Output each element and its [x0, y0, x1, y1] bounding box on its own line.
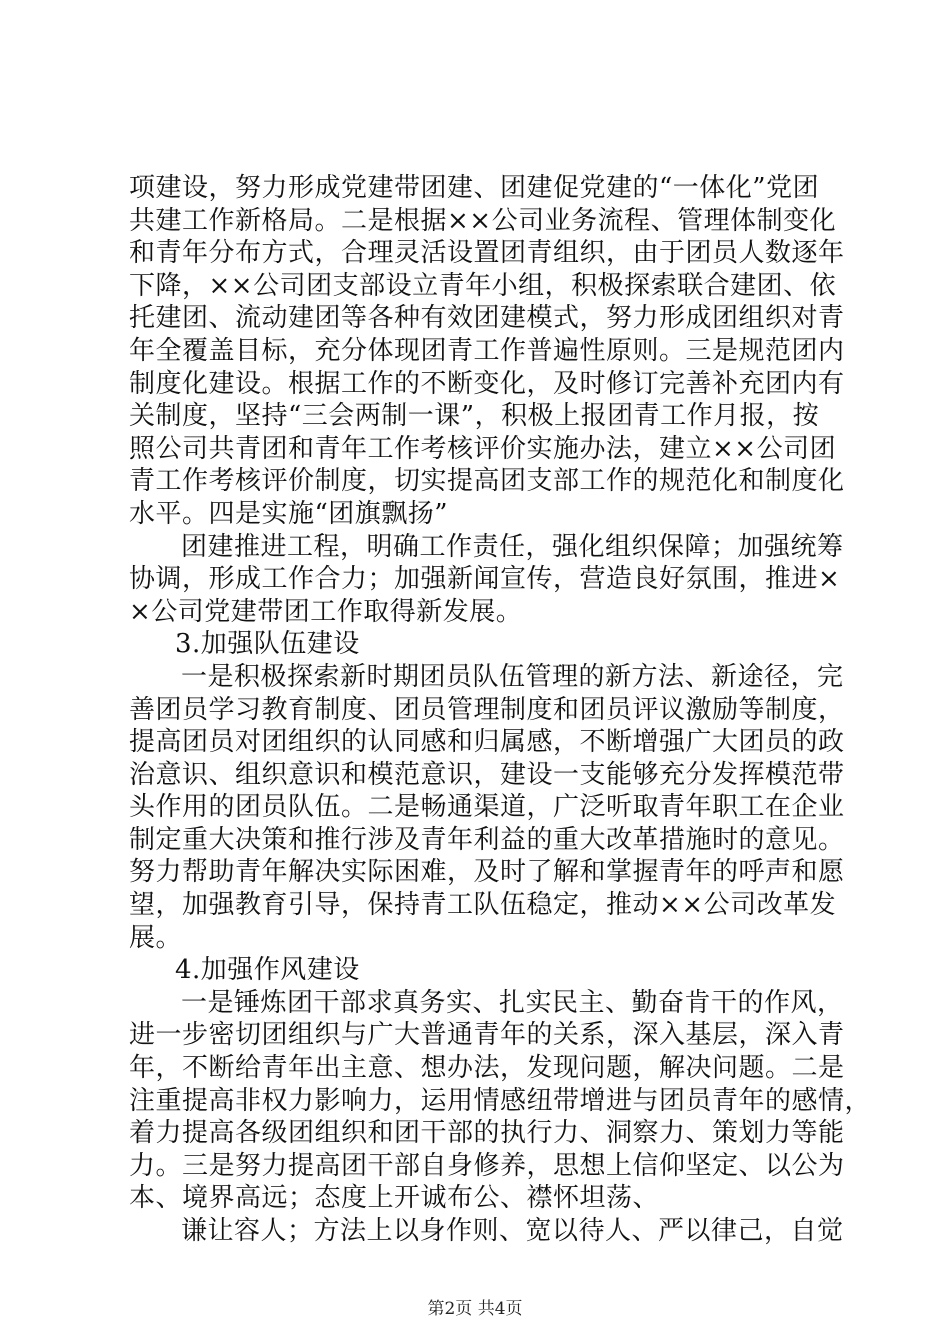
- text-line: 青工作考核评价制度，切实提高团支部工作的规范化和制度化: [129, 466, 845, 497]
- text-line: 谦让容人；方法上以身作则、宽以待人、严以律己，自觉: [181, 1216, 844, 1246]
- text-line: 共建工作新格局。二是根据××公司业务流程、管理体制变化: [129, 205, 837, 236]
- text-line: ×公司党建带团工作取得新发展。: [129, 596, 523, 627]
- text-line: 托建团、流动建团等各种有效团建模式，努力形成团组织对青: [129, 303, 845, 334]
- page-number-footer: 第2页 共4页: [427, 1299, 523, 1319]
- text-line: 治意识、组织意识和模范意识，建设一支能够充分发挥模范带: [129, 759, 845, 790]
- text-line: 团建推进工程，明确工作责任，强化组织保障；加强统筹: [181, 531, 844, 562]
- text-line: 年全覆盖目标，充分体现团青工作普遍性原则。三是规范团内: [129, 335, 845, 366]
- text-line: 注重提高非权力影响力，运用情感纽带增进与团员青年的感情，: [129, 1085, 872, 1116]
- text-line: 照公司共青团和青年工作考核评价实施办法，建立××公司团: [129, 433, 837, 464]
- text-line: 关制度，坚持“三会两制一课”，积极上报团青工作月报，按: [129, 401, 820, 432]
- text-line: 力。三是努力提高团干部自身修养，思想上信仰坚定、以公为: [129, 1150, 845, 1181]
- text-line: 本、境界高远；态度上开诚布公、襟怀坦荡、: [129, 1183, 660, 1214]
- section-heading: 4.加强作风建设: [175, 955, 360, 986]
- text-line: 制度化建设。根据工作的不断变化，及时修订完善补充团内有: [129, 368, 845, 399]
- text-line: 项建设，努力形成党建带团建、团建促党建的“一体化”党团: [129, 173, 820, 203]
- text-line: 一是锤炼团干部求真务实、扎实民主、勤奋肯干的作风，: [181, 987, 844, 1018]
- text-line: 努力帮助青年解决实际困难，及时了解和掌握青年的呼声和愿: [129, 857, 845, 888]
- text-line: 头作用的团员队伍。二是畅通渠道，广泛听取青年职工在企业: [129, 792, 845, 823]
- text-line: 制定重大决策和推行涉及青年利益的重大改革措施时的意见。: [129, 824, 845, 855]
- text-line: 下降，××公司团支部设立青年小组，积极探索联合建团、依: [129, 270, 837, 301]
- text-line: 年，不断给青年出主意、想办法，发现问题，解决问题。二是: [129, 1053, 845, 1084]
- text-line: 和青年分布方式，合理灵活设置团青组织，由于团员人数逐年: [129, 238, 845, 269]
- text-line: 一是积极探索新时期团员队伍管理的新方法、新途径，完: [181, 661, 844, 692]
- text-line: 提高团员对团组织的认同感和归属感，不断增强广大团员的政: [129, 727, 845, 758]
- text-line: 协调，形成工作合力；加强新闻宣传，营造良好氛围，推进×: [129, 564, 841, 595]
- text-line: 展。: [129, 922, 183, 953]
- text-line: 望，加强教育引导，保持青工队伍稳定，推动××公司改革发: [129, 890, 837, 921]
- text-line: 善团员学习教育制度、团员管理制度和团员评议激励等制度，: [129, 694, 845, 725]
- text-line: 水平。四是实施“团旗飘扬”: [129, 498, 449, 529]
- text-line: 着力提高各级团组织和团干部的执行力、洞察力、策划力等能: [129, 1118, 845, 1149]
- text-line: 进一步密切团组织与广大普通青年的关系，深入基层，深入青: [129, 1020, 845, 1051]
- section-heading: 3.加强队伍建设: [175, 629, 360, 660]
- document-body: [129, 172, 872, 1248]
